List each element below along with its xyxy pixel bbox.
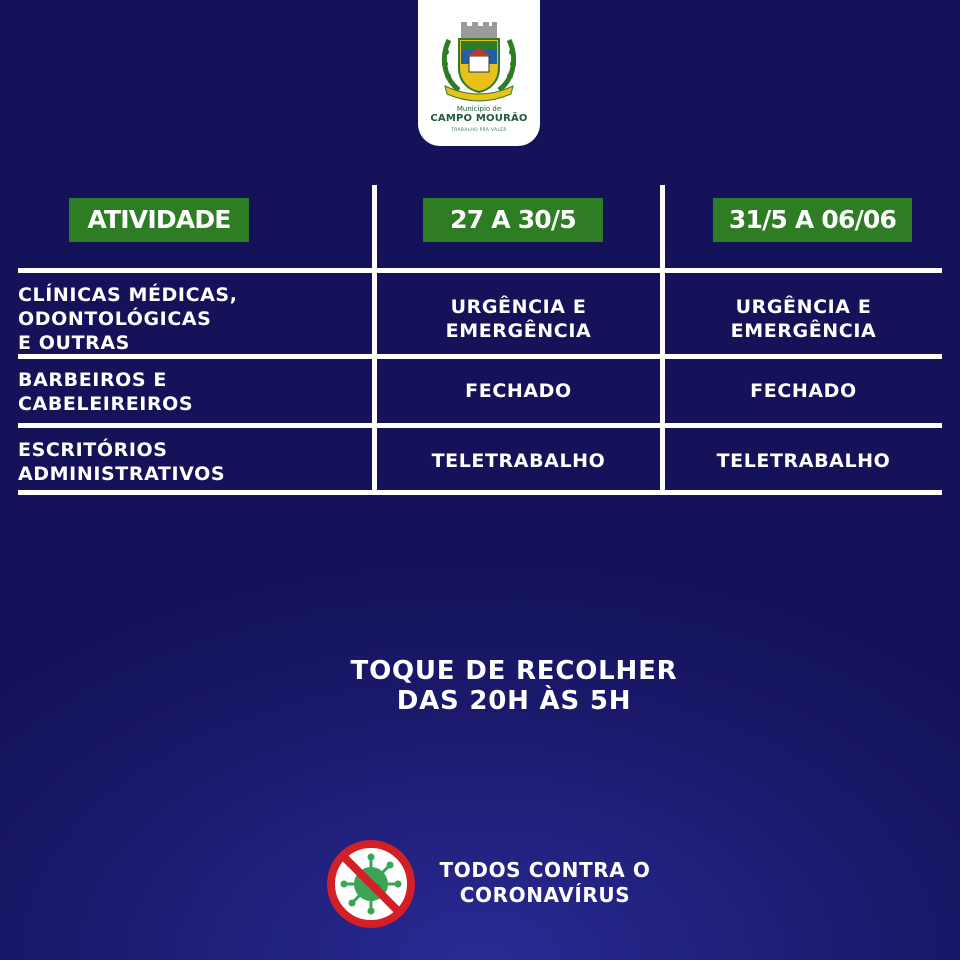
row3-activity: ESCRITÓRIOS ADMINISTRATIVOS [18,439,226,485]
coat-of-arms-icon [437,22,521,104]
row2-period1-status: FECHADO [465,380,572,402]
row3-period1-status: TELETRABALHO [431,450,606,472]
no-virus-icon [325,838,417,930]
header-period-1: 27 A 30/5 [423,198,603,242]
header-period-2: 31/5 A 06/06 [713,198,912,242]
table-rule-header [18,268,942,273]
curfew-line-2: DAS 20H ÀS 5H [396,686,632,716]
curfew-line-1: TOQUE DE RECOLHER [350,656,678,686]
logo-tagline: TRABALHO PRA VALER [451,128,507,133]
curfew-notice [300,656,728,716]
logo-municipality-label: Município de [456,105,502,113]
row2-activity: BARBEIROS E CABELEIREIROS [18,369,194,415]
footer-line-1: TODOS CONTRA O [439,858,651,882]
row1-period2-status: URGÊNCIA E EMERGÊNCIA [730,296,877,342]
table-rule-row3 [18,490,942,495]
row3-period2-status: TELETRABALHO [716,450,891,472]
footer-line-2: CORONAVÍRUS [459,883,631,907]
row1-period1-status: URGÊNCIA E EMERGÊNCIA [445,296,592,342]
row1-activity: CLÍNICAS MÉDICAS, ODONTOLÓGICAS E OUTRAS [18,284,238,354]
logo-card [418,0,540,146]
table-rule-row2 [18,423,942,428]
footer-slogan [425,858,665,908]
logo-city-name: CAMPO MOURÃO [430,113,528,124]
header-activity: ATIVIDADE [69,198,249,242]
row2-period2-status: FECHADO [750,380,857,402]
